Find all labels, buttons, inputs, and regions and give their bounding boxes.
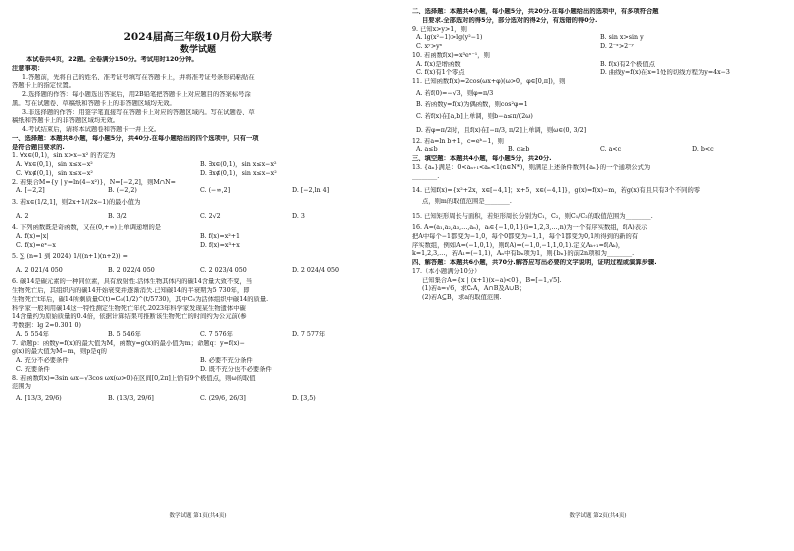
note-line: 4.考试结束后，请将本试题卷和答题卡一并上交。 [22,126,161,133]
q2-option-a: A. [−2,2] [16,187,45,195]
question-17-part-2: (2)若A⊆B，求a的取值范围. [422,294,502,301]
question-6: 6. 碳14是碳元素的一种同位素，具有放射性.活体生物其体内的碳14含量大致不变，当 [12,278,253,286]
section-2-heading: 二、选择题：本题共4小题，每小题5分，共20分.在每小题给出的选项中，有多项符合题 [412,8,659,15]
section-2-heading-cont: 目要求.全部选对的得5分，部分选对的得2分，有选错的得0分. [422,16,598,24]
note-line: 稿纸和答题卡上的非答题区域均无效。 [12,117,120,125]
question-6-line: 科学家一般利用碳14这一特性测定生物死亡年代.2023年科学家发现某生物遗体中碳 [12,304,246,312]
q11-option-c: C. 若f(x)在[a,b]上单调，则b−a≤π/(2ω) [416,112,533,120]
q3-option-a: A. 2 [16,213,29,220]
q4-option-b: B. f(x)=x²+1 [200,232,241,240]
note-line: 黑。写在试题卷、草稿纸和答题卡上的非答题区域均无效。 [12,99,176,107]
exam-title: 2024届高三年级10月份大联考 [123,31,273,43]
q9-options-row [412,43,784,52]
question-15: 15. 已知矩形周长与面积，若矩形周长分别为C₁，C₂，则C₁/C₂的取值范围为________. [412,213,653,220]
question-17-body: 已知集合A={x | (x+1)(x−a)<0}，B=[−1,√5]. [422,276,562,284]
q1-option-b: B. ∃x∈(0,1)，sin x≤x−x² [200,161,277,168]
question-4: 4. 下列函数既是奇函数，又在(0,+∞)上单调递增的是 [12,224,162,231]
q9-option-a: A. lg(x²−1)>lg(y²−1) [416,34,483,42]
q10-option-c: C. f(x)有1个零点 [416,69,465,77]
q2-option-c: C. (−∞,2] [200,187,231,195]
q2-option-d: D. [−2,ln 4] [292,187,330,195]
question-16-line: 把A中每个−1都变为−1,0，每个0都变为−1,1，每个1都变为0,1所得到的新的有 [412,232,639,240]
question-8-line: 范围为 [12,383,31,391]
q11-option-a: A. 若f(0)=−√3，则φ=π/3 [416,89,494,97]
question-13: 13. {aₙ}满足：0<aₙ₊₁<aₙ<1(n∈N*)，则满足上述条件数列{aₙ}的一个通项公式为 [412,163,651,171]
subject-title: 数学试题 [179,45,216,55]
q2-option-b: B. (−2,2) [108,187,137,195]
q6-option-b: B. 5 546年 [108,330,141,338]
page-2-footer: 数学试题 第2页(共4页) [569,513,627,519]
q1-options-row [12,170,384,179]
question-6-line: 考数据：lg 2≈0.301 0) [12,322,82,329]
q5-option-d: D. 2 024/4 050 [292,267,340,275]
q4-option-c: C. f(x)=eˣ−x [16,241,56,249]
q6-option-d: D. 7 577年 [292,330,326,338]
q1-option-a: A. ∀x∈(0,1)，sin x≤x−x² [16,161,93,168]
question-6-line: 14含量约为原始质量的0.4倍，依据计算结果可推断该生物死亡的时间约为公元前(参 [12,313,247,321]
q5-option-b: B. 2 022/4 050 [108,267,155,275]
question-7: 7. 命题p：函数y=f(x)的最大值为M，函数y=g(x)的最小值为m；命题q：y=f(x)− [12,339,245,347]
q10-options-row [412,61,784,70]
q10-option-b: B. f(x)有2个极值点 [600,60,655,68]
q8-option-a: A. [13/3, 29/6) [16,395,62,402]
q7-options-row [12,357,384,366]
q5-option-a: A. 2 021/4 050 [16,267,63,275]
question-14: 14. 已知f(x)={x²+2x，x∈[−4,1]；x+5，x∈(−4,1]}，g(x)=f(x)−m，若g(x)有且只有3个不同的零 [412,187,701,195]
question-3: 3. 若x∈(1/2,1]，则2x+1/(2x−1)的最小值为 [12,199,141,206]
question-13-line: ________. [412,172,440,180]
q8-option-b: B. (13/3, 29/6] [108,395,154,402]
q1-option-c: C. ∀x∉(0,1)，sin x≤x−x² [16,169,93,177]
q12-option-a: A. a≤b [416,146,438,154]
q3-option-b: B. 3/2 [108,213,127,220]
question-11: 11. 已知函数f(x)=2cos(ωx+φ)(ω>0，φ∈[0,π])，则 [412,78,566,85]
q10-options-row [412,69,784,78]
page-2 [412,8,784,303]
q9-option-c: C. xʸ>yˣ [416,43,443,50]
question-8: 8. 若函数f(x)=3sin ωx−√3cos ωx(ω>0)在区间[0,2π]上恰有9个极值点，则ω的取值 [12,374,256,382]
note-line: 3.非选择题的作答：用签字笔直接写在答题卡上对应的答题区域内。写在试题卷、草 [22,108,255,116]
q8-option-d: D. [3,5) [292,395,316,402]
question-14-line: 点，则m的取值范围是________. [422,198,512,206]
q3-options-row [12,210,384,224]
q4-options-row [12,233,384,242]
exam-intro: 本试卷共4页，22题。全卷满分150分。考试用时120分钟。 [26,56,198,63]
q1-option-d: D. ∃x∉(0,1)，sin x≤x−x² [200,169,277,177]
q6-option-a: A. 5 554年 [16,330,49,338]
q4-option-d: D. f(x)=x³+x [200,241,240,249]
q7-option-b: B. 必要不充分条件 [200,357,253,364]
q10-option-a: A. f(x)是增函数 [416,60,461,68]
q12-option-d: D. b<c [692,146,714,154]
q2-options-row [12,187,384,196]
q12-option-b: B. c≥b [508,146,530,154]
question-16: 16. A=(a₁,a₂,a₃,…,aₙ)，aᵢ∈{−1,0,1}(i=1,2,3,…,n)为一个有序实数组，f(A)表示 [412,224,648,231]
q1-options-row [12,161,384,170]
q4-option-a: A. f(x)=|x| [16,232,49,240]
q5-option-c: C. 2 023/4 050 [200,267,247,275]
q6-option-c: C. 7 576年 [200,330,233,338]
q4-options-row [12,242,384,251]
q5-options-row [12,264,384,278]
question-2: 2. 若集合M={y | y=ln(4−x²)}，N=[−2,2]，则M∩N= [12,178,176,186]
question-17-part-1: (1)若a=√6，求∁ᵣA，A∩B及A∪B； [422,285,526,293]
note-line: 1.答题前，先将自己的姓名、准考证号填写在答题卡上，并将准考证号条形码粘贴在 [22,73,255,81]
note-line: 2.选择题的作答：每小题选出答案后，用2B铅笔把答题卡上对应题目的答案标号涂 [22,91,251,98]
question-7-line: g(x)的最大值为M−m，则p是q的 [12,348,107,356]
q11-option-d: D. 若φ=π/2时，且f(x)在[−π/3, π/2]上单调，则ω∈(0, 3/2] [416,126,587,134]
q7-options-row [12,366,384,375]
question-6-line: 生物死亡t年后，碳14所剩质量C(t)=C₀(1/2)^(t/5730)，其中C₀为活体组织中碳14的质量. [12,295,269,303]
section-1-heading-cont: 是符合题目要求的. [12,143,65,151]
q8-options-row [12,392,384,406]
question-6-line: 生物死亡后，其组织内的碳14开始衰变并逐渐消失.已知碳14的半衰期为5 730年，即 [12,287,250,294]
page-1-footer: 数学试题 第1页(共4页) [169,513,227,519]
q9-option-d: D. 2⁻ˣ>2⁻ʸ [600,43,635,50]
q11-option-b: B. 若函数y=f(x)为偶函数，则cos²φ=1 [416,100,528,108]
q8-option-c: C. (29/6, 26/3] [200,395,246,402]
q12-option-c: C. a<c [600,146,622,154]
note-line: 答题卡上的指定位置。 [12,82,75,90]
section-4-heading: 四、解答题：本题共6小题，共70分.解答应写出必要的文字说明，证明过程或演算步骤. [412,259,657,266]
section-3-heading: 三、填空题：本题共4小题，每小题5分，共20分. [412,155,552,162]
q9-option-b: B. sin x>sin y [600,34,644,42]
q6-options-row [12,331,384,340]
page-1 [12,8,384,406]
question-16-line: 序实数组，例如A=(−1,0,1)，则f(A)=(−1,0,−1,1,0,1).定义Aₖ₊₁=f(Aₖ)， [412,241,625,249]
q3-option-d: D. 3 [292,213,305,220]
notes-heading: 注意事项： [12,64,44,72]
q9-options-row [412,34,784,43]
question-1: 1. ∀x∈(0,1)，sin x>x−x² 的否定为 [12,152,116,160]
q7-option-d: D. 既不充分也不必要条件 [200,365,272,373]
q10-option-d: D. 曲线y=f(x)在x=1处的切线方程为y=4x−3 [600,69,730,77]
question-16-line: k=1,2,3,…，若A₁=(−1,1)，Aₙ中有bₙ项为1，则{bₙ}的前2n项和为________. [412,250,635,258]
q7-option-c: C. 充要条件 [16,365,50,373]
q3-option-c: C. 2√2 [200,213,221,220]
q7-option-a: A. 充分不必要条件 [16,357,69,364]
section-1-heading: 一、选择题：本题共8小题，每小题5分，共40分.在每小题给出的四个选项中，只有一项 [12,134,259,142]
question-5: 5. ∑ (n=1 到 2024) 1/((n+1)(n+2)) = [12,253,128,261]
question-17: 17.（本小题满分10分） [412,267,481,275]
question-12: 12. 若a=ln b+1，c=eᵇ−1，则 [412,137,504,145]
question-9: 9. 已知x>y>1，则 [412,25,467,33]
q12-options-row [412,146,784,155]
question-10: 10. 若函数f(x)=x³eˣ⁻¹，则 [412,51,490,59]
